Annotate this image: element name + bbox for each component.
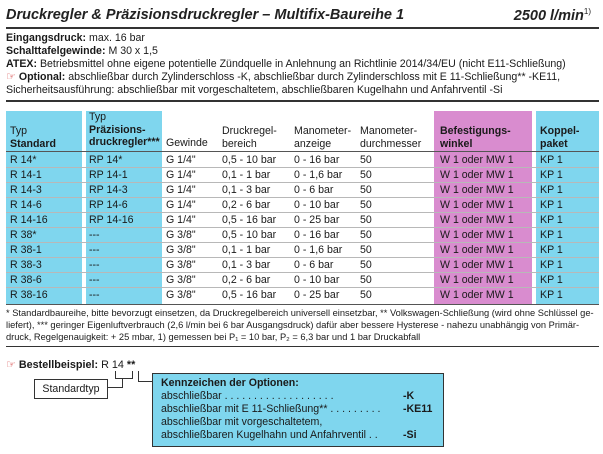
cell-mount: W 1 oder MW 1 [440, 154, 514, 166]
flow-rate: 2500 $l/\min^{1)}$ [513, 7, 591, 24]
options-box [152, 373, 444, 447]
cell-standard: R 38-6 [10, 274, 42, 286]
cell-standard: R 14-16 [10, 214, 48, 226]
cell-mount: W 1 oder MW 1 [440, 199, 514, 211]
cell-standard: R 14-6 [10, 199, 42, 211]
cell-mount: W 1 oder MW 1 [440, 244, 514, 256]
option-lockable-code: -K [403, 390, 415, 402]
footnote-3: druck, Regelgenauigkeit: + 25 mbar, 1) gemessen bei P₁ = 10 bar, P₂ = 6,3 bar und 1 bar Druckabfall [6, 332, 421, 342]
cell-range: 0,5 - 10 bar [222, 229, 277, 241]
cell-diameter: 50 [360, 244, 372, 256]
cell-range: 0,2 - 6 bar [222, 199, 271, 211]
cell-standard: R 14-1 [10, 169, 42, 181]
cell-mount: W 1 oder MW 1 [440, 274, 514, 286]
cell-kit: KP 1 [540, 289, 563, 301]
standard-bracket [115, 371, 133, 379]
header-thread: Gewinde [166, 137, 208, 149]
cell-precision: --- [89, 244, 100, 256]
cell-diameter: 50 [360, 184, 372, 196]
cell-gauge: 0 - 1,6 bar [294, 169, 343, 181]
cell-range: 0,1 - 1 bar [222, 169, 271, 181]
cell-thread: G 3/8" [166, 244, 196, 256]
cell-gauge: 0 - 6 bar [294, 184, 334, 196]
optional-line-2: Sicherheitsausführung: abschließbar mit vorgeschaltetem, abschließbaren Kugelhahn und Anfahrventil -Si [6, 84, 503, 96]
cell-thread: G 1/4" [166, 169, 196, 181]
panel-thread-line: Schalttafelgewinde: M 30 x 1,5 [6, 45, 158, 57]
atex-line: ATEX: Betriebsmittel ohne eigene potentielle Zündquelle in Anlehnung an Richtlinie 2014/34/EU (nicht E11-Schließung) [6, 58, 566, 70]
cell-kit: KP 1 [540, 184, 563, 196]
cell-thread: G 1/4" [166, 184, 196, 196]
cell-diameter: 50 [360, 169, 372, 181]
header-range: Druckregel- bereich [222, 125, 277, 150]
cell-thread: G 3/8" [166, 229, 196, 241]
header-mount: Befestigungs- winkel [440, 125, 511, 150]
footnote-1: * Standardbaureihe, bitte bevorzugt einsetzen, da Druckregelbereich universell einsetzbar, ** Volkswagen-Schließung (wird ohne Schlüssel ge- [6, 308, 594, 318]
pointing-hand-icon: ☞ [6, 71, 16, 83]
cell-diameter: 50 [360, 259, 372, 271]
cell-standard: R 38* [10, 229, 37, 241]
header-precision: Typ Präzisions- druckregler*** [89, 111, 160, 148]
inlet-pressure-line: Eingangsdruck: max. 16 bar [6, 32, 145, 44]
cell-standard: R 14* [10, 154, 37, 166]
cell-precision: --- [89, 289, 100, 301]
order-example: ☞ Bestellbeispiel: R 14 ** [6, 359, 136, 371]
cell-precision: RP 14-3 [89, 184, 128, 196]
cell-diameter: 50 [360, 274, 372, 286]
cell-precision: RP 14* [89, 154, 123, 166]
cell-range: 0,1 - 3 bar [222, 259, 271, 271]
cell-standard: R 14-3 [10, 184, 42, 196]
pointing-hand-icon: ☞ [6, 359, 16, 371]
header-gauge: Manometer- anzeige [294, 125, 352, 150]
cell-precision: --- [89, 229, 100, 241]
cell-diameter: 50 [360, 154, 372, 166]
cell-thread: G 3/8" [166, 289, 196, 301]
header-kit: Koppel- paket [540, 125, 580, 150]
footnote-2: liefert), *** geringer Eigenluftverbrauch (2,6 l/min bei 6 bar Ausgangsdruck) dafür aber bessere Hysterese - nahezu unabhängig von Primär- [6, 320, 580, 330]
option-safety-1: abschließbar mit vorgeschaltetem, [161, 416, 323, 428]
cell-range: 0,5 - 16 bar [222, 289, 277, 301]
cell-diameter: 50 [360, 199, 372, 211]
cell-gauge: 0 - 25 bar [294, 289, 340, 301]
cell-range: 0,5 - 16 bar [222, 214, 277, 226]
cell-standard: R 38-1 [10, 244, 42, 256]
option-e11-code: -KE11 [403, 403, 433, 415]
cell-mount: W 1 oder MW 1 [440, 184, 514, 196]
cell-standard: R 38-3 [10, 259, 42, 271]
cell-range: 0,1 - 3 bar [222, 184, 271, 196]
cell-kit: KP 1 [540, 274, 563, 286]
cell-diameter: 50 [360, 214, 372, 226]
optional-line: ☞ Optional: abschließbar durch Zylinderschloss -K, abschließbar durch Zylinderschloss mit E 11-Schließung** -KE11, [6, 71, 561, 83]
cell-gauge: 0 - 10 bar [294, 274, 340, 286]
header-diameter: Manometer- durchmesser [360, 125, 422, 150]
cell-kit: KP 1 [540, 214, 563, 226]
standard-type-box: Standardtyp [34, 379, 108, 399]
cell-thread: G 3/8" [166, 274, 196, 286]
cell-gauge: 0 - 16 bar [294, 154, 340, 166]
cell-kit: KP 1 [540, 199, 563, 211]
cell-mount: W 1 oder MW 1 [440, 259, 514, 271]
cell-gauge: 0 - 16 bar [294, 229, 340, 241]
cell-mount: W 1 oder MW 1 [440, 214, 514, 226]
cell-gauge: 0 - 6 bar [294, 259, 334, 271]
option-safety-code: -Si [403, 429, 417, 441]
cell-mount: W 1 oder MW 1 [440, 229, 514, 241]
cell-mount: W 1 oder MW 1 [440, 289, 514, 301]
header-typ: Typ Standard [10, 125, 56, 150]
option-e11: abschließbar mit E 11-Schließung** . . . . . . . . . [161, 403, 381, 415]
cell-gauge: 0 - 1,6 bar [294, 244, 343, 256]
cell-precision: RP 14-1 [89, 169, 128, 181]
cell-precision: RP 14-16 [89, 214, 134, 226]
footnote-divider [6, 346, 599, 347]
page-title: Druckregler & Präzisionsdruckregler – Multifix-Baureihe 1 [6, 7, 405, 23]
options-title: Kennzeichen der Optionen: [161, 377, 299, 389]
header-rule [6, 151, 599, 152]
cell-gauge: 0 - 25 bar [294, 214, 340, 226]
table-top-divider [6, 100, 599, 102]
option-safety-2: abschließbaren Kugelhahn und Anfahrventil . . [161, 429, 378, 441]
cell-thread: G 1/4" [166, 199, 196, 211]
cell-mount: W 1 oder MW 1 [440, 169, 514, 181]
cell-range: 0,2 - 6 bar [222, 274, 271, 286]
cell-gauge: 0 - 10 bar [294, 199, 340, 211]
cell-kit: KP 1 [540, 259, 563, 271]
standard-connector [106, 387, 123, 388]
cell-diameter: 50 [360, 289, 372, 301]
cell-kit: KP 1 [540, 229, 563, 241]
cell-kit: KP 1 [540, 244, 563, 256]
cell-diameter: 50 [360, 229, 372, 241]
cell-thread: G 3/8" [166, 259, 196, 271]
cell-precision: --- [89, 259, 100, 271]
table-bottom-rule [6, 304, 599, 305]
cell-kit: KP 1 [540, 169, 563, 181]
standard-connector-v [122, 378, 123, 388]
cell-standard: R 38-16 [10, 289, 48, 301]
title-row [6, 4, 599, 26]
cell-thread: G 1/4" [166, 214, 196, 226]
cell-precision: --- [89, 274, 100, 286]
cell-range: 0,5 - 10 bar [222, 154, 277, 166]
cell-precision: RP 14-6 [89, 199, 128, 211]
cell-thread: G 1/4" [166, 154, 196, 166]
title-divider [6, 27, 599, 29]
cell-range: 0,1 - 1 bar [222, 244, 271, 256]
options-bracket [138, 371, 153, 382]
option-lockable: abschließbar . . . . . . . . . . . . . . . . . . . [161, 390, 334, 402]
cell-kit: KP 1 [540, 154, 563, 166]
